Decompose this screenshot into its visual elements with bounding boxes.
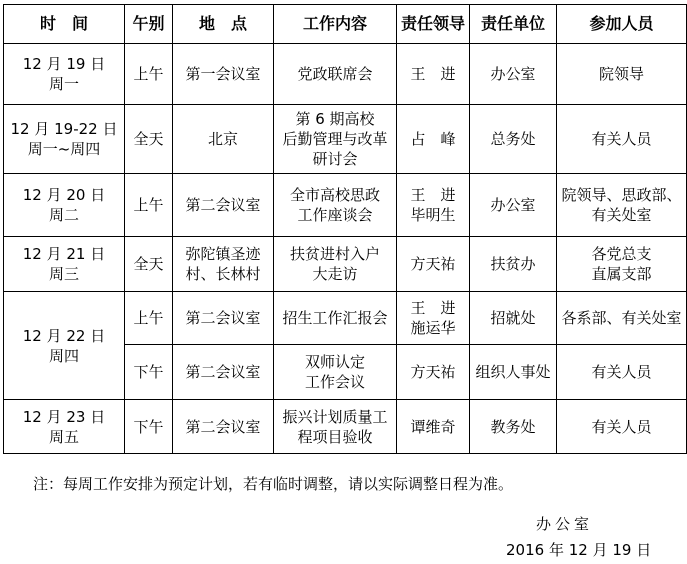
cell-participants: 有关人员 xyxy=(557,105,687,174)
cell-leader: 方天祐 xyxy=(397,237,470,292)
cell-place: 第二会议室 xyxy=(173,174,274,237)
cell-date: 12 月 22 日 周四 xyxy=(4,292,125,400)
cell-date: 12 月 19-22 日 周一~周四 xyxy=(4,105,125,174)
cell-session: 上午 xyxy=(125,44,173,105)
cell-place: 第二会议室 xyxy=(173,292,274,345)
cell-content: 全市高校思政 工作座谈会 xyxy=(274,174,397,237)
table-row xyxy=(4,44,687,105)
table-row xyxy=(4,237,687,292)
cell-place: 第二会议室 xyxy=(173,400,274,454)
header-participants: 参加人员 xyxy=(557,5,687,44)
cell-unit: 组织人事处 xyxy=(470,345,557,400)
cell-leader: 王 进 施运华 xyxy=(397,292,470,345)
cell-leader: 王 进 xyxy=(397,44,470,105)
cell-session: 全天 xyxy=(125,105,173,174)
cell-date: 12 月 21 日 周三 xyxy=(4,237,125,292)
cell-participants: 有关人员 xyxy=(557,345,687,400)
cell-leader: 占 峰 xyxy=(397,105,470,174)
cell-session: 上午 xyxy=(125,292,173,345)
header-content: 工作内容 xyxy=(274,5,397,44)
schedule-table xyxy=(3,4,687,454)
cell-unit: 总务处 xyxy=(470,105,557,174)
cell-participants: 院领导 xyxy=(557,44,687,105)
table-row xyxy=(4,174,687,237)
cell-unit: 扶贫办 xyxy=(470,237,557,292)
cell-unit: 办公室 xyxy=(470,44,557,105)
header-time: 时 间 xyxy=(4,5,125,44)
cell-session: 全天 xyxy=(125,237,173,292)
signature: 办公室 xyxy=(536,515,594,533)
cell-content: 振兴计划质量工 程项目验收 xyxy=(274,400,397,454)
cell-participants: 各党总支 直属支部 xyxy=(557,237,687,292)
footnote: 注：每周工作安排为预定计划，若有临时调整，请以实际调整日程为准。 xyxy=(33,475,514,493)
cell-unit: 办公室 xyxy=(470,174,557,237)
cell-participants: 各系部、有关处室 xyxy=(557,292,687,345)
cell-session: 下午 xyxy=(125,400,173,454)
header-session: 午别 xyxy=(125,5,173,44)
cell-session: 下午 xyxy=(125,345,173,400)
cell-participants: 有关人员 xyxy=(557,400,687,454)
cell-date: 12 月 20 日 周二 xyxy=(4,174,125,237)
cell-place: 北京 xyxy=(173,105,274,174)
cell-content: 扶贫进村入户 大走访 xyxy=(274,237,397,292)
cell-unit: 教务处 xyxy=(470,400,557,454)
header-row xyxy=(4,5,687,44)
cell-place: 第二会议室 xyxy=(173,345,274,400)
cell-place: 第一会议室 xyxy=(173,44,274,105)
cell-content: 党政联席会 xyxy=(274,44,397,105)
table-row xyxy=(4,105,687,174)
cell-date: 12 月 23 日 周五 xyxy=(4,400,125,454)
cell-date: 12 月 19 日 周一 xyxy=(4,44,125,105)
cell-leader: 王 进 毕明生 xyxy=(397,174,470,237)
cell-leader: 方天祐 xyxy=(397,345,470,400)
header-place: 地 点 xyxy=(173,5,274,44)
header-unit: 责任单位 xyxy=(470,5,557,44)
cell-session: 上午 xyxy=(125,174,173,237)
cell-participants: 院领导、思政部、 有关处室 xyxy=(557,174,687,237)
cell-leader: 谭维奇 xyxy=(397,400,470,454)
table-row xyxy=(4,292,687,345)
issue-date: 2016 年 12 月 19 日 xyxy=(506,541,652,559)
cell-unit: 招就处 xyxy=(470,292,557,345)
cell-content: 招生工作汇报会 xyxy=(274,292,397,345)
header-leader: 责任领导 xyxy=(397,5,470,44)
table-row xyxy=(4,400,687,454)
cell-place: 弥陀镇圣迹 村、长林村 xyxy=(173,237,274,292)
cell-content: 第 6 期高校 后勤管理与改革 研讨会 xyxy=(274,105,397,174)
cell-content: 双师认定 工作会议 xyxy=(274,345,397,400)
